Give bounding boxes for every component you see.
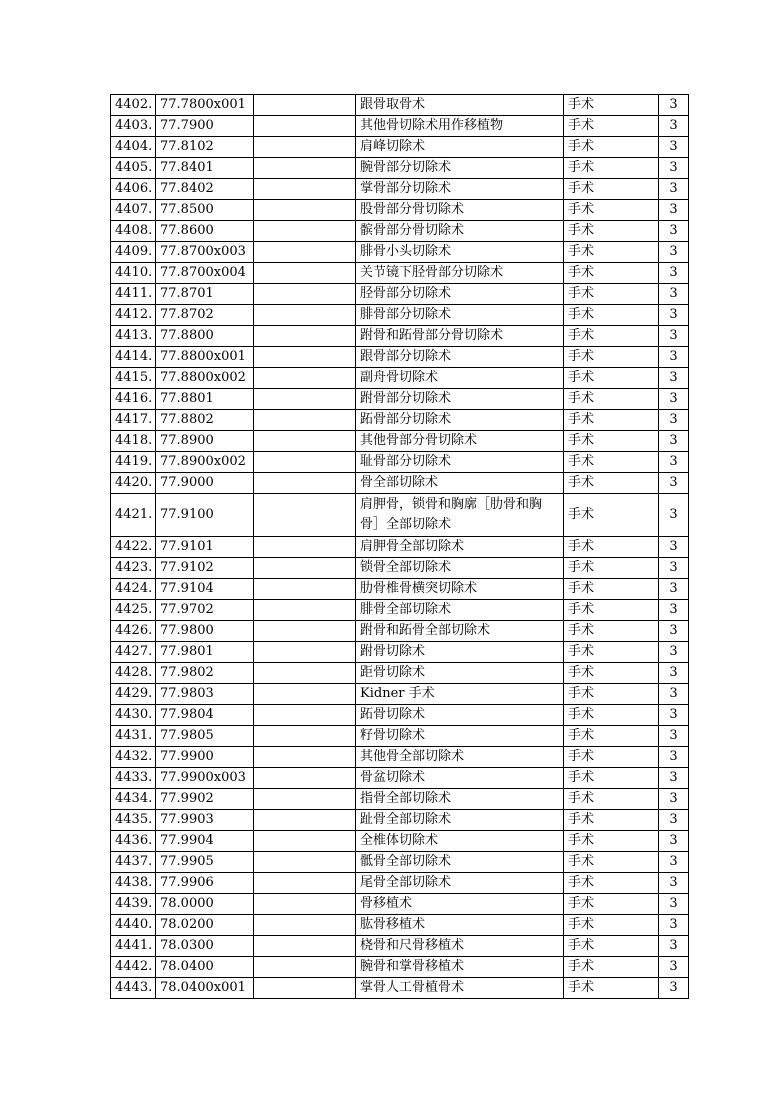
table-row (111, 747, 689, 768)
procedure-type: 手术 (564, 452, 659, 473)
procedure-code: 77.9000 (156, 473, 254, 494)
table-row (111, 242, 689, 263)
procedure-level: 3 (659, 789, 689, 810)
code-note (254, 137, 356, 158)
procedure-type: 手术 (564, 431, 659, 452)
procedure-code: 77.8800x002 (156, 368, 254, 389)
code-note (254, 873, 356, 894)
row-number: 4434. (111, 789, 156, 810)
procedure-code: 77.8500 (156, 200, 254, 221)
procedure-code: 77.8401 (156, 158, 254, 179)
table-row (111, 663, 689, 684)
procedure-code: 77.9900x003 (156, 768, 254, 789)
procedure-name: 跗骨和跖骨部分骨切除术 (356, 326, 564, 347)
table-row (111, 642, 689, 663)
procedure-code: 77.9100 (156, 494, 254, 537)
table-row (111, 326, 689, 347)
procedure-type: 手术 (564, 326, 659, 347)
table-row (111, 894, 689, 915)
table-row (111, 200, 689, 221)
table-row (111, 263, 689, 284)
procedure-type: 手术 (564, 831, 659, 852)
procedure-name: 腓骨小头切除术 (356, 242, 564, 263)
procedure-table (110, 94, 689, 999)
procedure-level: 3 (659, 768, 689, 789)
procedure-name: 掌骨人工骨植骨术 (356, 978, 564, 999)
procedure-type: 手术 (564, 137, 659, 158)
procedure-name: 跗骨切除术 (356, 642, 564, 663)
code-note (254, 810, 356, 831)
procedure-code: 77.9800 (156, 621, 254, 642)
procedure-name: 全椎体切除术 (356, 831, 564, 852)
procedure-level: 3 (659, 684, 689, 705)
procedure-level: 3 (659, 705, 689, 726)
row-number: 4423. (111, 558, 156, 579)
code-note (254, 852, 356, 873)
row-number: 4405. (111, 158, 156, 179)
procedure-level: 3 (659, 558, 689, 579)
procedure-level: 3 (659, 600, 689, 621)
procedure-type: 手术 (564, 726, 659, 747)
table-row (111, 558, 689, 579)
row-number: 4419. (111, 452, 156, 473)
procedure-type: 手术 (564, 873, 659, 894)
row-number: 4402. (111, 95, 156, 116)
procedure-level: 3 (659, 915, 689, 936)
table-row (111, 936, 689, 957)
table-row (111, 579, 689, 600)
row-number: 4418. (111, 431, 156, 452)
procedure-level: 3 (659, 810, 689, 831)
procedure-level: 3 (659, 410, 689, 431)
procedure-code: 77.8102 (156, 137, 254, 158)
row-number: 4416. (111, 389, 156, 410)
row-number: 4426. (111, 621, 156, 642)
procedure-code: 77.9803 (156, 684, 254, 705)
procedure-level: 3 (659, 221, 689, 242)
procedure-code: 77.9802 (156, 663, 254, 684)
procedure-level: 3 (659, 494, 689, 537)
procedure-code: 77.9801 (156, 642, 254, 663)
row-number: 4428. (111, 663, 156, 684)
procedure-code: 77.8900x002 (156, 452, 254, 473)
procedure-name: 籽骨切除术 (356, 726, 564, 747)
procedure-name: 耻骨部分切除术 (356, 452, 564, 473)
table-row (111, 368, 689, 389)
procedure-code: 77.9101 (156, 537, 254, 558)
code-note (254, 894, 356, 915)
table-row (111, 978, 689, 999)
procedure-name: 趾骨全部切除术 (356, 810, 564, 831)
code-note (254, 936, 356, 957)
procedure-type: 手术 (564, 705, 659, 726)
table-row (111, 621, 689, 642)
table-row (111, 810, 689, 831)
code-note (254, 242, 356, 263)
code-note (254, 326, 356, 347)
row-number: 4433. (111, 768, 156, 789)
procedure-level: 3 (659, 95, 689, 116)
procedure-type: 手术 (564, 936, 659, 957)
procedure-level: 3 (659, 537, 689, 558)
row-number: 4427. (111, 642, 156, 663)
procedure-level: 3 (659, 158, 689, 179)
procedure-type: 手术 (564, 494, 659, 537)
code-note (254, 978, 356, 999)
procedure-name: 腓骨全部切除术 (356, 600, 564, 621)
procedure-code: 77.8802 (156, 410, 254, 431)
code-note (254, 915, 356, 936)
procedure-code: 77.9902 (156, 789, 254, 810)
procedure-type: 手术 (564, 621, 659, 642)
procedure-level: 3 (659, 747, 689, 768)
table-row (111, 116, 689, 137)
procedure-type: 手术 (564, 221, 659, 242)
table-row (111, 158, 689, 179)
code-note (254, 200, 356, 221)
code-note (254, 368, 356, 389)
procedure-type: 手术 (564, 158, 659, 179)
row-number: 4431. (111, 726, 156, 747)
procedure-name: 指骨全部切除术 (356, 789, 564, 810)
procedure-type: 手术 (564, 915, 659, 936)
procedure-code: 77.9903 (156, 810, 254, 831)
row-number: 4408. (111, 221, 156, 242)
procedure-type: 手术 (564, 768, 659, 789)
code-note (254, 642, 356, 663)
code-note (254, 789, 356, 810)
procedure-code: 77.7800x001 (156, 95, 254, 116)
procedure-type: 手术 (564, 410, 659, 431)
procedure-level: 3 (659, 894, 689, 915)
procedure-name: 骶骨全部切除术 (356, 852, 564, 873)
procedure-code: 78.0000 (156, 894, 254, 915)
procedure-name: 关节镜下胫骨部分切除术 (356, 263, 564, 284)
procedure-name: 股骨部分骨切除术 (356, 200, 564, 221)
procedure-name: 肱骨移植术 (356, 915, 564, 936)
procedure-type: 手术 (564, 810, 659, 831)
row-number: 4413. (111, 326, 156, 347)
table-row (111, 431, 689, 452)
code-note (254, 305, 356, 326)
procedure-type: 手术 (564, 957, 659, 978)
row-number: 4442. (111, 957, 156, 978)
procedure-name: 掌骨部分切除术 (356, 179, 564, 200)
procedure-code: 77.9102 (156, 558, 254, 579)
procedure-code: 77.8800 (156, 326, 254, 347)
procedure-type: 手术 (564, 789, 659, 810)
row-number: 4404. (111, 137, 156, 158)
table-row (111, 705, 689, 726)
procedure-level: 3 (659, 347, 689, 368)
procedure-name: 其他骨部分骨切除术 (356, 431, 564, 452)
procedure-code: 77.9805 (156, 726, 254, 747)
procedure-name: 腓骨部分切除术 (356, 305, 564, 326)
code-note (254, 684, 356, 705)
procedure-code: 77.9904 (156, 831, 254, 852)
table-row (111, 137, 689, 158)
row-number: 4403. (111, 116, 156, 137)
table-row (111, 684, 689, 705)
table-row (111, 537, 689, 558)
procedure-name: 其他骨全部切除术 (356, 747, 564, 768)
procedure-type: 手术 (564, 600, 659, 621)
code-note (254, 410, 356, 431)
procedure-type: 手术 (564, 894, 659, 915)
procedure-level: 3 (659, 621, 689, 642)
procedure-level: 3 (659, 326, 689, 347)
code-note (254, 600, 356, 621)
procedure-code: 78.0400x001 (156, 978, 254, 999)
code-note (254, 179, 356, 200)
procedure-code: 77.8800x001 (156, 347, 254, 368)
procedure-type: 手术 (564, 263, 659, 284)
procedure-type: 手术 (564, 284, 659, 305)
procedure-type: 手术 (564, 389, 659, 410)
row-number: 4409. (111, 242, 156, 263)
procedure-level: 3 (659, 936, 689, 957)
row-number: 4440. (111, 915, 156, 936)
row-number: 4430. (111, 705, 156, 726)
procedure-code: 78.0300 (156, 936, 254, 957)
procedure-name: 骨移植术 (356, 894, 564, 915)
procedure-name: 肩胛骨，锁骨和胸廓［肋骨和胸骨］全部切除术 (356, 494, 564, 537)
procedure-code: 77.8702 (156, 305, 254, 326)
procedure-level: 3 (659, 263, 689, 284)
row-number: 4437. (111, 852, 156, 873)
procedure-type: 手术 (564, 473, 659, 494)
procedure-name: 跗骨和跖骨全部切除术 (356, 621, 564, 642)
procedure-name: 肋骨椎骨横突切除术 (356, 579, 564, 600)
procedure-table-body (111, 95, 689, 999)
code-note (254, 431, 356, 452)
table-row (111, 347, 689, 368)
table-row (111, 452, 689, 473)
procedure-type: 手术 (564, 852, 659, 873)
procedure-name: 腕骨部分切除术 (356, 158, 564, 179)
table-row (111, 494, 689, 537)
procedure-type: 手术 (564, 579, 659, 600)
table-row (111, 915, 689, 936)
procedure-name: 骨全部切除术 (356, 473, 564, 494)
row-number: 4412. (111, 305, 156, 326)
code-note (254, 221, 356, 242)
procedure-code: 77.9804 (156, 705, 254, 726)
procedure-level: 3 (659, 873, 689, 894)
code-note (254, 621, 356, 642)
procedure-type: 手术 (564, 200, 659, 221)
procedure-type: 手术 (564, 368, 659, 389)
procedure-name: 跖骨部分切除术 (356, 410, 564, 431)
procedure-level: 3 (659, 978, 689, 999)
row-number: 4425. (111, 600, 156, 621)
procedure-type: 手术 (564, 305, 659, 326)
procedure-name: 肩峰切除术 (356, 137, 564, 158)
procedure-name: 跟骨取骨术 (356, 95, 564, 116)
procedure-type: 手术 (564, 95, 659, 116)
procedure-name: 骨盆切除术 (356, 768, 564, 789)
procedure-code: 77.9906 (156, 873, 254, 894)
procedure-name: 腕骨和掌骨移植术 (356, 957, 564, 978)
procedure-type: 手术 (564, 747, 659, 768)
code-note (254, 494, 356, 537)
table-row (111, 957, 689, 978)
code-note (254, 116, 356, 137)
procedure-type: 手术 (564, 537, 659, 558)
table-row (111, 221, 689, 242)
row-number: 4411. (111, 284, 156, 305)
table-row (111, 473, 689, 494)
procedure-name: 肩胛骨全部切除术 (356, 537, 564, 558)
row-number: 4422. (111, 537, 156, 558)
procedure-code: 77.9702 (156, 600, 254, 621)
table-row (111, 789, 689, 810)
procedure-level: 3 (659, 579, 689, 600)
procedure-level: 3 (659, 663, 689, 684)
code-note (254, 957, 356, 978)
procedure-name: 胫骨部分切除术 (356, 284, 564, 305)
procedure-code: 77.9900 (156, 747, 254, 768)
procedure-type: 手术 (564, 347, 659, 368)
procedure-name: 其他骨切除术用作移植物 (356, 116, 564, 137)
procedure-level: 3 (659, 389, 689, 410)
table-row (111, 389, 689, 410)
row-number: 4415. (111, 368, 156, 389)
row-number: 4417. (111, 410, 156, 431)
table-row (111, 95, 689, 116)
procedure-type: 手术 (564, 116, 659, 137)
table-row (111, 768, 689, 789)
procedure-level: 3 (659, 452, 689, 473)
table-row (111, 410, 689, 431)
procedure-type: 手术 (564, 558, 659, 579)
procedure-type: 手术 (564, 642, 659, 663)
procedure-name: 桡骨和尺骨移植术 (356, 936, 564, 957)
procedure-name: 跟骨部分切除术 (356, 347, 564, 368)
procedure-code: 78.0200 (156, 915, 254, 936)
row-number: 4435. (111, 810, 156, 831)
row-number: 4441. (111, 936, 156, 957)
procedure-level: 3 (659, 957, 689, 978)
row-number: 4429. (111, 684, 156, 705)
row-number: 4438. (111, 873, 156, 894)
table-row (111, 873, 689, 894)
row-number: 4414. (111, 347, 156, 368)
row-number: 4443. (111, 978, 156, 999)
code-note (254, 473, 356, 494)
table-row (111, 179, 689, 200)
row-number: 4432. (111, 747, 156, 768)
procedure-code: 78.0400 (156, 957, 254, 978)
code-note (254, 537, 356, 558)
procedure-level: 3 (659, 284, 689, 305)
procedure-level: 3 (659, 368, 689, 389)
table-row (111, 726, 689, 747)
procedure-name: 副舟骨切除术 (356, 368, 564, 389)
procedure-level: 3 (659, 473, 689, 494)
table-row (111, 284, 689, 305)
code-note (254, 579, 356, 600)
procedure-type: 手术 (564, 684, 659, 705)
code-note (254, 389, 356, 410)
procedure-level: 3 (659, 726, 689, 747)
row-number: 4421. (111, 494, 156, 537)
procedure-level: 3 (659, 831, 689, 852)
procedure-level: 3 (659, 116, 689, 137)
code-note (254, 705, 356, 726)
procedure-name: 髌骨部分骨切除术 (356, 221, 564, 242)
procedure-code: 77.7900 (156, 116, 254, 137)
procedure-code: 77.8600 (156, 221, 254, 242)
procedure-type: 手术 (564, 242, 659, 263)
procedure-code: 77.9104 (156, 579, 254, 600)
table-row (111, 600, 689, 621)
procedure-type: 手术 (564, 978, 659, 999)
code-note (254, 726, 356, 747)
row-number: 4439. (111, 894, 156, 915)
code-note (254, 158, 356, 179)
code-note (254, 347, 356, 368)
row-number: 4424. (111, 579, 156, 600)
procedure-name: 尾骨全部切除术 (356, 873, 564, 894)
row-number: 4436. (111, 831, 156, 852)
code-note (254, 558, 356, 579)
code-note (254, 747, 356, 768)
procedure-code: 77.8700x003 (156, 242, 254, 263)
procedure-name: 跗骨部分切除术 (356, 389, 564, 410)
table-row (111, 831, 689, 852)
procedure-code: 77.8700x004 (156, 263, 254, 284)
code-note (254, 768, 356, 789)
code-note (254, 663, 356, 684)
code-note (254, 263, 356, 284)
procedure-code: 77.8701 (156, 284, 254, 305)
procedure-level: 3 (659, 305, 689, 326)
procedure-level: 3 (659, 137, 689, 158)
procedure-level: 3 (659, 200, 689, 221)
procedure-type: 手术 (564, 179, 659, 200)
row-number: 4407. (111, 200, 156, 221)
code-note (254, 452, 356, 473)
procedure-type: 手术 (564, 663, 659, 684)
procedure-level: 3 (659, 431, 689, 452)
row-number: 4410. (111, 263, 156, 284)
procedure-name: Kidner 手术 (356, 684, 564, 705)
table-row (111, 852, 689, 873)
procedure-name: 距骨切除术 (356, 663, 564, 684)
code-note (254, 284, 356, 305)
procedure-code: 77.8402 (156, 179, 254, 200)
procedure-code: 77.8900 (156, 431, 254, 452)
procedure-name: 跖骨切除术 (356, 705, 564, 726)
procedure-level: 3 (659, 642, 689, 663)
procedure-name: 锁骨全部切除术 (356, 558, 564, 579)
procedure-level: 3 (659, 179, 689, 200)
procedure-level: 3 (659, 852, 689, 873)
procedure-code: 77.8801 (156, 389, 254, 410)
procedure-level: 3 (659, 242, 689, 263)
row-number: 4406. (111, 179, 156, 200)
code-note (254, 95, 356, 116)
code-note (254, 831, 356, 852)
row-number: 4420. (111, 473, 156, 494)
table-row (111, 305, 689, 326)
procedure-code: 77.9905 (156, 852, 254, 873)
